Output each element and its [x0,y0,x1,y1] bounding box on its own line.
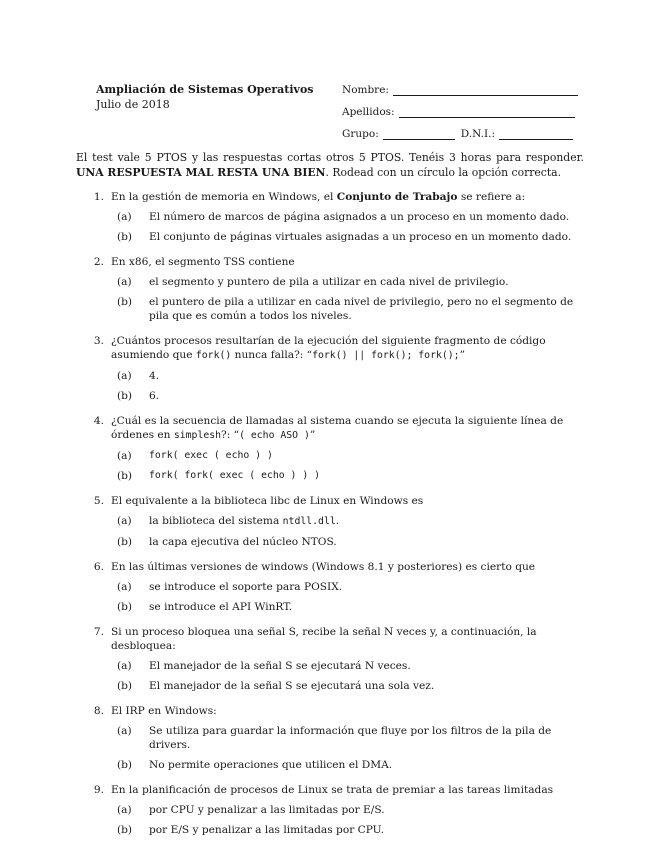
student-fields [342,74,578,140]
question-text [111,414,586,443]
question-5 [76,494,586,555]
question-text-post: ” [309,429,316,441]
apellidos-row [342,96,578,118]
option-label: (a) [117,276,132,288]
option-text: por E/S y penalizar a las limitadas por CPU. [149,824,385,836]
instructions-text: El test vale 5 PTOS y las respuestas cortas otros 5 PTOS. Tenéis 3 horas para responder. [76,151,584,164]
option-label: (b) [117,390,133,402]
exam-header-info [96,82,313,112]
option-text: la capa ejecutiva del núcleo NTOS. [149,536,337,548]
question-7 [76,625,586,699]
code-snippet: simplesh [173,430,222,441]
option-b[interactable] [117,535,586,549]
option-label: (a) [117,370,132,382]
option-text: No permite operaciones que utilicen el DMA. [149,759,393,771]
instructions [76,150,584,180]
question-list [76,190,586,848]
question-text: En x86, el segmento TSS contiene [111,256,295,268]
code-snippet: fork() || fork(); fork(); [312,350,460,361]
option-text: el puntero de pila a utilizar en cada nivel de privilegio, pero no el segmento de pila que es común a todos los niveles. [149,296,574,322]
option-text: se introduce el soporte para POSIX. [149,581,343,593]
question-number: 3. [93,335,104,347]
question-text-pre: En la gestión de memoria en Windows, el [111,191,334,203]
code-snippet: ( echo ASO ) [239,430,310,441]
question-9 [76,783,586,843]
option-text: El manejador de la señal S se ejecutará una sola vez. [149,680,435,692]
question-text [111,334,586,363]
option-a[interactable] [117,275,586,289]
option-b[interactable] [117,600,586,614]
option-label: (b) [117,824,133,836]
option-label: (b) [117,601,133,613]
question-text: En la planificación de procesos de Linux se trata de premiar a las tareas limitadas [111,784,554,796]
option-b[interactable] [117,679,586,693]
option-label: (a) [117,804,132,816]
question-number: 1. [93,191,104,203]
question-8 [76,704,586,778]
apellidos-field[interactable] [399,107,575,118]
question-text-pre: ¿Cuál es la secuencia de llamadas al sistema cuando se ejecuta la siguiente línea de órdenes en [111,415,564,441]
option-a[interactable] [117,449,586,463]
option-label: (b) [117,470,133,482]
option-b[interactable] [117,823,586,837]
question-text: En las últimas versiones de windows (Windows 8.1 y posteriores) es cierto que [111,561,536,573]
option-label: (a) [117,581,132,593]
question-term: Conjunto de Trabajo [336,191,458,203]
question-3 [76,334,586,409]
option-text: El conjunto de páginas virtuales asignadas a un proceso en un momento dado. [149,231,572,243]
option-text [149,514,586,529]
instructions-text-end: . Rodead con un círculo la opción correcta. [325,166,562,179]
option-text-post: . [335,515,340,527]
option-text: 4. [149,370,160,382]
option-text: por CPU y penalizar a las limitadas por E/S. [149,804,385,816]
option-a[interactable] [117,803,586,817]
question-text: El equivalente a la biblioteca libc de Linux en Windows es [111,495,424,507]
option-text: el segmento y puntero de pila a utilizar en cada nivel de privilegio. [149,276,509,288]
option-a[interactable] [117,659,586,673]
exam-date: Julio de 2018 [96,98,170,111]
option-label: (b) [117,680,133,692]
option-label: (b) [117,536,133,548]
option-text: 6. [149,390,160,402]
option-text: se introduce el API WinRT. [149,601,293,613]
question-2 [76,255,586,329]
nombre-field[interactable] [393,85,578,96]
question-number: 2. [93,256,104,268]
nombre-row [342,74,578,96]
grupo-label: Grupo: [342,128,379,140]
question-number: 4. [93,415,104,427]
instructions-warning: UNA RESPUESTA MAL RESTA UNA BIEN [76,166,326,179]
option-label: (a) [117,450,132,462]
option-b[interactable] [117,758,586,772]
question-text [111,190,586,204]
question-text-mid: ?: “ [221,429,240,441]
option-a[interactable] [117,514,586,529]
question-1 [76,190,586,250]
option-b[interactable] [117,469,586,483]
option-a[interactable] [117,580,586,594]
option-a[interactable] [117,724,586,752]
option-label: (b) [117,759,133,771]
code-snippet: ntdll.dll [282,516,336,527]
option-label: (a) [117,211,132,223]
option-text: El número de marcos de página asignados a un proceso en un momento dado. [149,211,570,223]
question-text-post: se refiere a: [460,191,526,203]
question-text: Si un proceso bloquea una señal S, recibe la señal N veces y, a continuación, la desbloquea: [111,626,537,652]
question-number: 9. [93,784,104,796]
option-label: (b) [117,231,133,243]
apellidos-label: Apellidos: [342,106,395,118]
option-b[interactable] [117,230,586,244]
question-text-pre: ¿Cuántos procesos resultarían de la ejecución del siguiente fragmento de código asumiendo que [111,335,546,361]
question-4 [76,414,586,489]
question-number: 8. [93,705,104,717]
question-text: El IRP en Windows: [111,705,217,717]
option-label: (a) [117,725,132,737]
option-code: fork( exec ( echo ) ) [149,450,273,461]
dni-field[interactable] [499,129,573,140]
question-number: 7. [93,626,104,638]
code-snippet: fork() [195,350,232,361]
option-a[interactable] [117,210,586,224]
question-number: 5. [93,495,104,507]
option-text-pre: la biblioteca del sistema [149,515,280,527]
option-a[interactable] [117,369,586,383]
option-text: El manejador de la señal S se ejecutará N veces. [149,660,411,672]
course-title: Ampliación de Sistemas Operativos [96,83,314,96]
option-label: (a) [117,515,132,527]
option-label: (b) [117,296,133,308]
question-number: 6. [93,561,104,573]
option-text: Se utiliza para guardar la información que fluye por los filtros de la pila de drivers. [149,725,552,751]
option-label: (a) [117,660,132,672]
nombre-label: Nombre: [342,84,389,96]
grupo-dni-row [342,118,578,140]
grupo-field[interactable] [383,129,455,140]
question-text-post: ” [459,349,465,361]
question-text-mid: nunca falla?: “ [234,349,313,361]
option-b[interactable] [117,295,586,323]
dni-label: D.N.I.: [460,128,496,140]
option-b[interactable] [117,389,586,403]
option-code: fork( fork( exec ( echo ) ) ) [149,470,321,481]
question-6 [76,560,586,620]
